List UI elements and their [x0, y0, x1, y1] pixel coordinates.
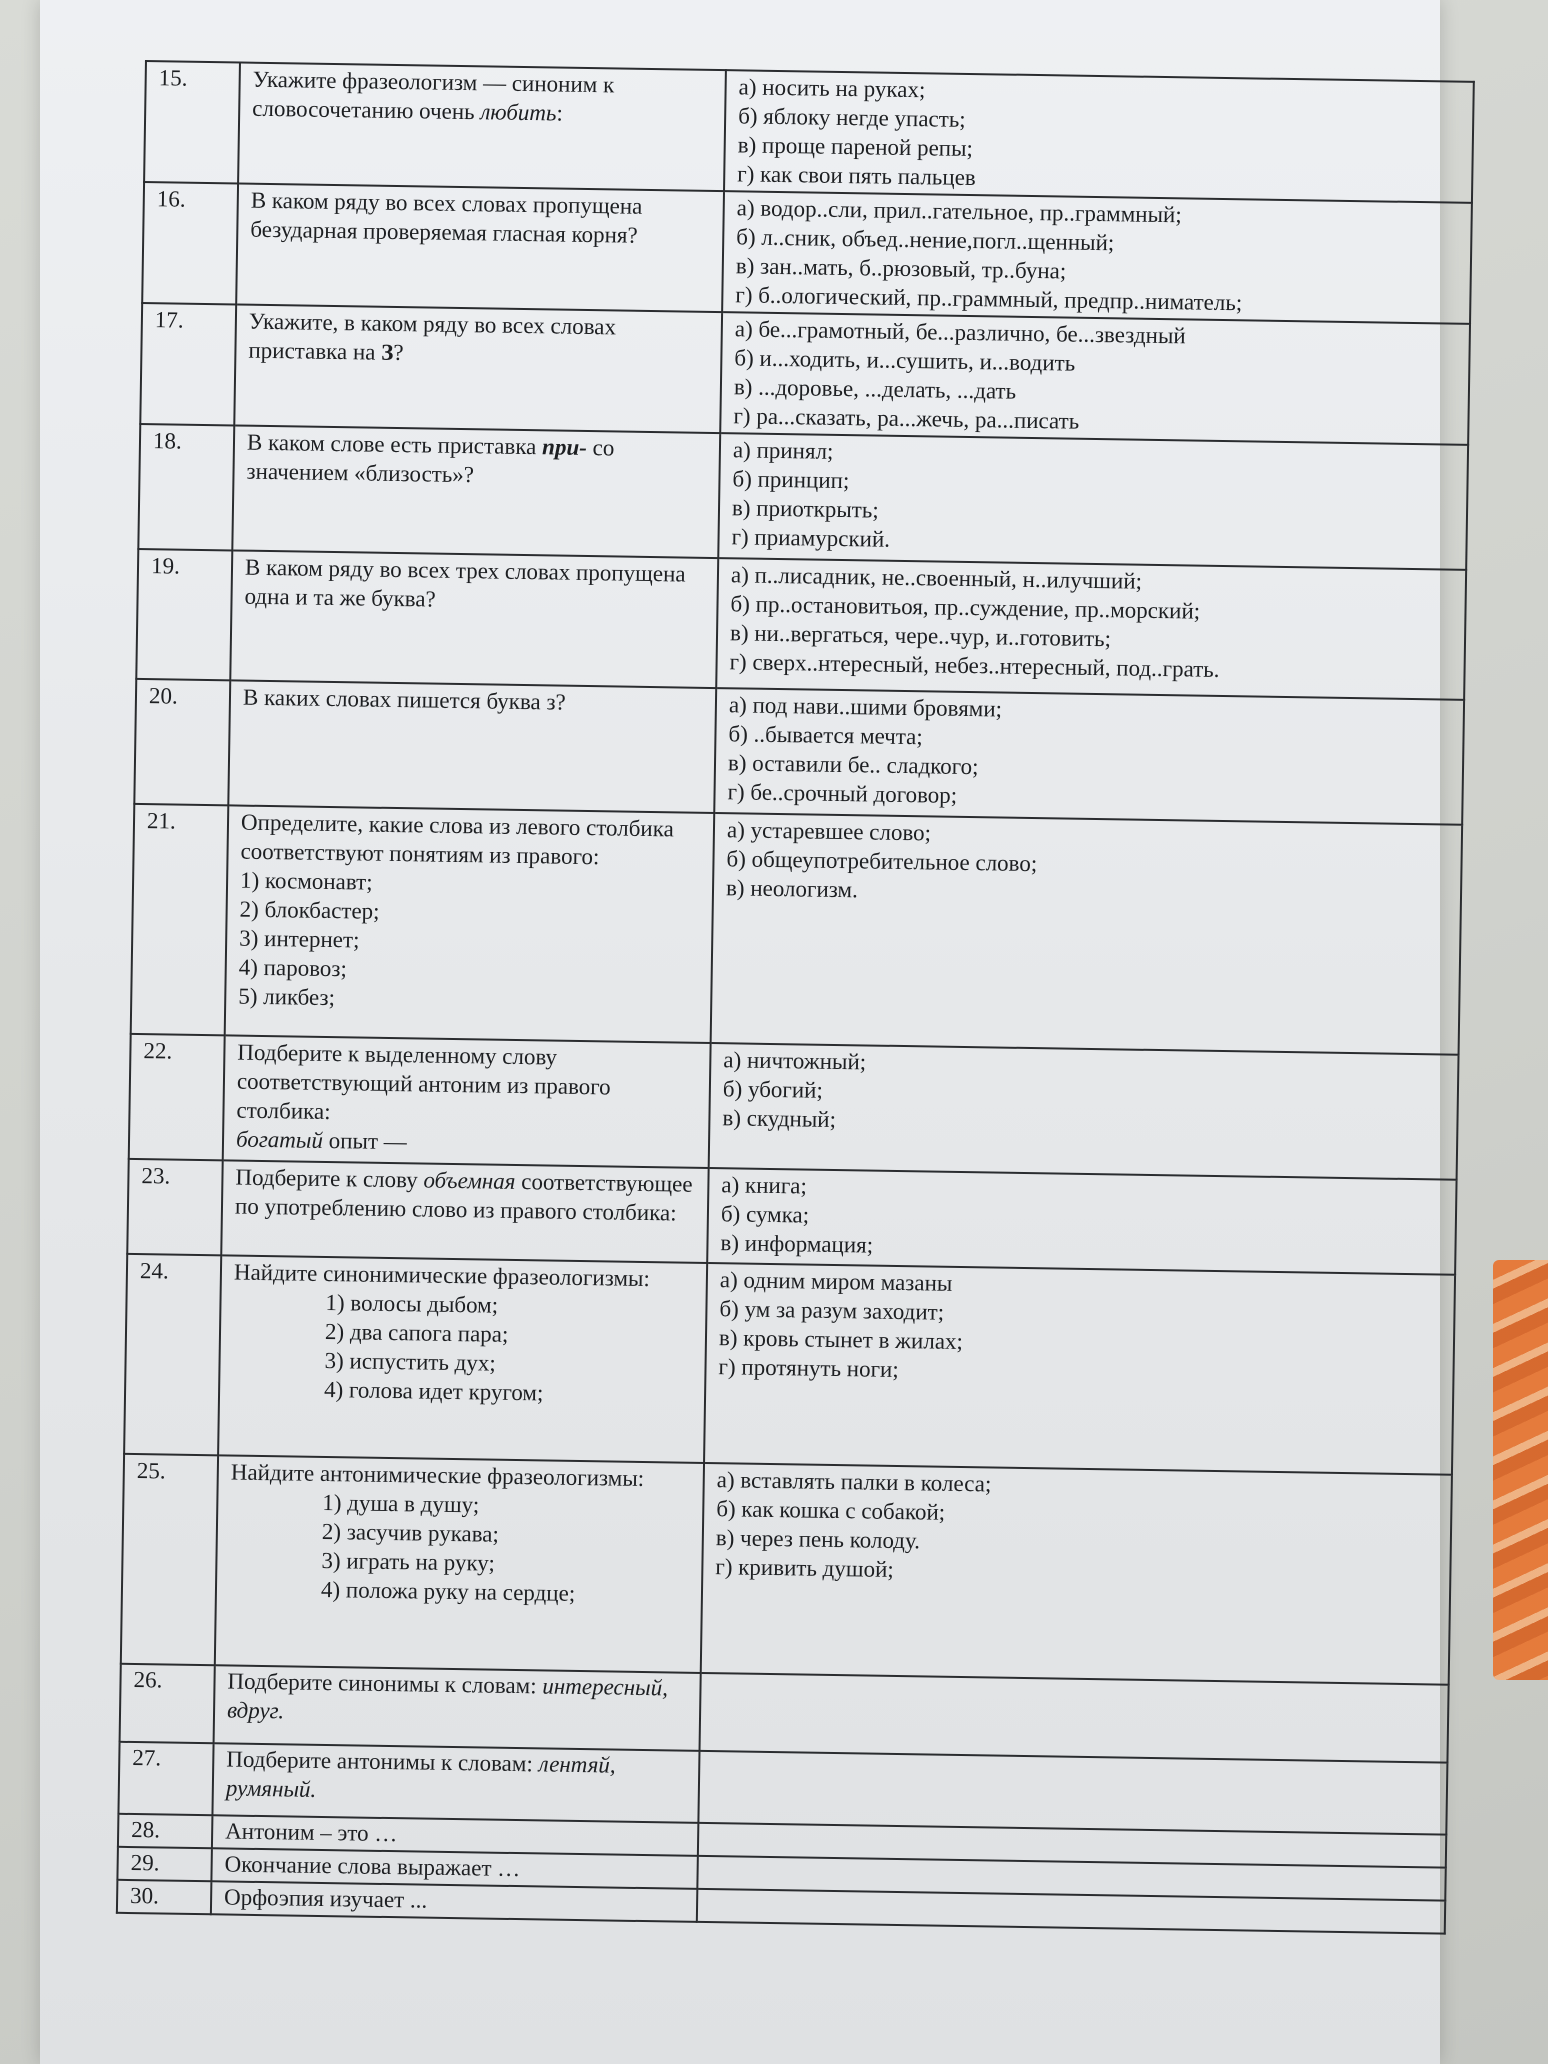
question-text — [215, 1455, 704, 1673]
question-number: 22. — [129, 1034, 225, 1160]
answer-options — [718, 433, 1468, 570]
answer-option: б) и...ходить, и...сушить, и...водить — [734, 345, 1076, 376]
answer-option: в) ...доровье, ...делать, ...дать — [733, 374, 1017, 404]
question-text — [212, 1743, 699, 1823]
answer-option: б) л..сник, объед..нение,погл..щенный; — [736, 224, 1115, 256]
pen — [1493, 1260, 1548, 1680]
question-text-part: В каком слове есть приставка — [246, 429, 543, 460]
question-prompt — [224, 1849, 684, 1885]
answer-option: а) вставлять палки в колеса; — [716, 1467, 992, 1497]
answer-options — [704, 1263, 1455, 1475]
question-prompt — [226, 1744, 687, 1809]
question-tail — [236, 1125, 696, 1161]
question-text — [214, 1665, 701, 1751]
answer-option: а) ничтожный; — [723, 1047, 867, 1075]
answer-option: в) проще пареной репы; — [737, 132, 974, 162]
question-text-part: Определите, какие слова из левого столбика соответствуют понятиям из правого: — [240, 809, 674, 870]
answer-option: г) б..ологический, пр..граммный, предпр..ниматель; — [735, 282, 1243, 316]
answer-option: в) через пень колоду. — [715, 1525, 921, 1554]
question-prompt — [240, 808, 701, 873]
question-text-part: В каких словах пишется буква з? — [242, 684, 566, 715]
question-number: 20. — [134, 679, 230, 805]
answer-option: б) общеупотребительное слово; — [726, 846, 1038, 877]
question-item: 3) интернет; — [239, 925, 360, 953]
question-prompt — [243, 683, 703, 719]
question-text-part: любить — [480, 99, 557, 126]
question-prompt — [225, 1816, 685, 1852]
answer-option: а) носить на руках; — [738, 74, 926, 103]
question-text — [211, 1881, 697, 1922]
answer-options — [711, 813, 1463, 1055]
answer-options — [709, 1043, 1459, 1180]
answer-option: в) скудный; — [722, 1105, 837, 1132]
question-text-part: ? — [393, 339, 404, 366]
question-text-part: Орфоэпия изучает ... — [223, 1884, 428, 1913]
question-text-part: Антоним – это … — [224, 1818, 398, 1847]
question-row — [121, 1454, 1452, 1685]
question-item: 4) паровоз; — [238, 954, 348, 982]
question-item: 2) два сапога пара; — [324, 1318, 509, 1347]
question-item: 3) играть на руку; — [321, 1547, 496, 1576]
question-text-part: соответствующее по употреблению слово из правого столбика: — [234, 1168, 693, 1226]
answer-option: а) устаревшее слово; — [726, 817, 932, 846]
question-prompt — [224, 1882, 684, 1918]
question-prompt — [252, 65, 713, 130]
question-number: 18. — [138, 424, 234, 550]
question-text-part: Укажите фразеологизм — синоним к словосочетанию очень — [252, 66, 615, 125]
quiz-rows — [117, 61, 1474, 1934]
answer-option: в) информация; — [720, 1230, 874, 1258]
answer-option: б) ..бывается мечта; — [728, 721, 923, 750]
answer-options — [701, 1463, 1452, 1685]
question-text — [232, 425, 720, 558]
answer-option: а) книга; — [721, 1172, 808, 1199]
question-text — [218, 1255, 707, 1463]
question-text-part: Найдите антонимические фразеологизмы: — [230, 1459, 645, 1492]
question-prompt — [246, 428, 707, 493]
answer-option: г) приамурский. — [731, 524, 891, 552]
question-text — [230, 550, 718, 688]
question-text-part: В каком ряду во всех словах пропущена безударная проверяемая гласная корня? — [250, 187, 643, 248]
question-text-part: опыт — — [322, 1127, 408, 1155]
answer-option: в) кровь стынет в жилах; — [718, 1325, 964, 1355]
question-text-part: Подберите к выделенному слову соответствующий антоним из правого столбика: — [236, 1039, 611, 1125]
question-number: 15. — [144, 61, 240, 183]
question-row — [142, 182, 1472, 324]
question-item: 1) космонавт; — [239, 867, 373, 895]
question-text-part: : — [556, 100, 564, 126]
question-text — [234, 304, 722, 433]
answer-option: в) зан..мать, б..рюзовый, тр..буна; — [735, 253, 1067, 284]
question-item: 1) волосы дыбом; — [325, 1289, 499, 1318]
question-row — [138, 424, 1468, 570]
answer-options — [698, 1751, 1447, 1835]
answer-option: г) сверх..нтересный, небез..нтересный, под..грать. — [729, 649, 1220, 682]
answer-option: б) яблоку негде упасть; — [738, 103, 966, 132]
question-text — [236, 183, 724, 312]
question-row — [136, 549, 1466, 700]
answer-option: в) приоткрыть; — [731, 495, 879, 523]
answer-options — [720, 312, 1470, 445]
question-prompt — [244, 553, 705, 618]
question-prompt — [227, 1666, 688, 1731]
question-prompt — [235, 1163, 696, 1228]
answer-option: а) бе...грамотный, бе...различно, бе...звездный — [734, 316, 1186, 349]
answer-option: г) бе..срочный договор; — [727, 779, 958, 808]
question-text-part: Подберите к слову — [235, 1164, 424, 1193]
question-prompt — [248, 307, 709, 372]
question-text-part — [542, 434, 587, 460]
question-number: 19. — [136, 549, 232, 680]
answer-option: г) протянуть ноги; — [718, 1354, 899, 1382]
answer-option: а) под нави..шими бровями; — [728, 692, 1003, 722]
question-number: 24. — [124, 1254, 221, 1455]
question-item: 5) ликбез; — [238, 983, 336, 1011]
question-text — [228, 680, 716, 813]
question-text-part: богатый — [235, 1126, 324, 1153]
question-row — [140, 303, 1470, 445]
question-item: 3) испустить дух; — [324, 1347, 496, 1376]
question-number: 28. — [118, 1814, 213, 1848]
answer-option: г) кривить душой; — [715, 1554, 894, 1582]
answer-option: б) убогий; — [722, 1076, 824, 1103]
quiz-table — [116, 60, 1475, 1935]
question-item: 1) душа в душу; — [322, 1489, 480, 1518]
answer-option: б) пр..остановитьоя, пр..суждение, пр..морский; — [730, 591, 1201, 624]
answer-option: б) как кошка с собакой; — [716, 1496, 946, 1525]
answer-option: в) ни..вергаться, чере..чур, и..готовить; — [729, 620, 1112, 652]
question-number: 17. — [140, 303, 236, 425]
question-number: 21. — [131, 804, 229, 1035]
question-text-part: Окончание слова выражает … — [224, 1851, 521, 1882]
answer-option: б) ум за разум заходит; — [719, 1296, 945, 1325]
question-text-part: лентяй, румяный. — [225, 1751, 616, 1802]
answer-option: г) ра...сказать, ра...жечь, ра...писать — [733, 403, 1080, 434]
answer-options — [724, 70, 1474, 203]
question-number: 26. — [120, 1664, 215, 1743]
question-text-part: со значением «близость»? — [246, 434, 615, 488]
question-text-part: З — [381, 339, 394, 365]
question-text-emphasis: при- — [541, 434, 588, 460]
question-text-part: Укажите, в каком ряду во всех словах приставка на — [248, 308, 617, 365]
answer-option: а) п..лисадник, не..своенный, н..илучший; — [730, 562, 1143, 594]
answer-option: а) одним миром мазаны — [719, 1267, 953, 1296]
question-row — [124, 1254, 1455, 1475]
question-number: 30. — [117, 1880, 212, 1914]
question-item: 2) засучив рукава; — [321, 1518, 500, 1547]
question-row — [144, 61, 1474, 203]
question-item: 4) положа руку на сердце; — [320, 1576, 576, 1606]
question-text-part: интересный, вдруг. — [226, 1673, 669, 1724]
answer-options — [714, 688, 1464, 825]
question-text-part: Найдите синонимические фразеологизмы: — [233, 1259, 651, 1292]
answer-options — [716, 558, 1466, 700]
question-text-part: Подберите синонимы к словам: — [227, 1668, 543, 1699]
question-number: 23. — [127, 1159, 222, 1255]
question-row — [129, 1034, 1459, 1180]
question-item: 4) голова идет кругом; — [323, 1376, 544, 1406]
answer-options — [700, 1673, 1449, 1763]
question-item: 2) блокбастер; — [239, 896, 380, 924]
answer-option: б) принцип; — [732, 466, 850, 494]
question-text — [223, 1035, 711, 1168]
question-row — [131, 804, 1462, 1055]
answer-option: г) как свои пять пальцев — [737, 161, 976, 191]
question-prompt — [250, 186, 711, 251]
answer-options — [722, 191, 1472, 324]
question-number: 27. — [118, 1742, 213, 1815]
answer-option: в) оставили бе.. сладкого; — [727, 750, 979, 780]
answer-option: а) принял; — [732, 437, 834, 464]
question-number: 25. — [121, 1454, 218, 1665]
question-number: 29. — [117, 1847, 212, 1881]
question-text-part: Подберите антонимы к словам: — [226, 1746, 539, 1777]
answer-option: а) водор..сли, прил..гательное, пр..граммный; — [736, 195, 1182, 228]
answer-options — [707, 1168, 1456, 1275]
question-text — [225, 805, 715, 1043]
question-prompt — [236, 1038, 697, 1132]
question-row — [134, 679, 1464, 825]
question-text-part: объемная — [423, 1167, 516, 1194]
question-number: 16. — [142, 182, 238, 304]
question-text-part: В каком ряду во всех трех словах пропущена одна и та же буква? — [244, 554, 686, 612]
question-text — [238, 62, 726, 191]
question-text — [221, 1160, 708, 1263]
answer-option: в) неологизм. — [725, 875, 859, 903]
answer-option: б) сумка; — [720, 1201, 810, 1228]
